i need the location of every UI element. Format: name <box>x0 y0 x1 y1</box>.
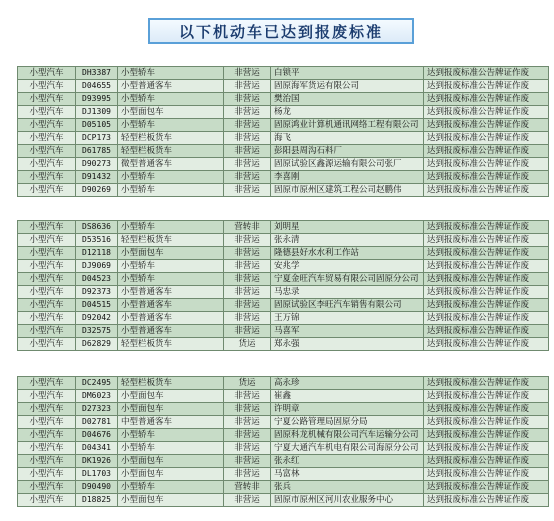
vehicle-class-cell: 小型汽车 <box>18 468 76 481</box>
usage-cell: 非营运 <box>224 158 271 171</box>
vehicle-type-cell: 小型轿车 <box>118 221 224 234</box>
vehicle-class-cell: 小型汽车 <box>18 403 76 416</box>
owner-cell: 固原试验区李旺汽车销售有限公司 <box>271 299 424 312</box>
status-cell: 达到报废标准公告牌证作废 <box>424 93 549 106</box>
vehicle-type-cell: 轻型栏板货车 <box>118 132 224 145</box>
vehicle-type-cell: 小型面包车 <box>118 455 224 468</box>
status-cell: 达到报废标准公告牌证作废 <box>424 325 549 338</box>
owner-cell: 崔鑫 <box>271 390 424 403</box>
plate-number-cell: DCP173 <box>76 132 118 145</box>
status-cell: 达到报废标准公告牌证作废 <box>424 299 549 312</box>
owner-cell: 彭阳县周沟石料厂 <box>271 145 424 158</box>
usage-cell: 非营运 <box>224 299 271 312</box>
owner-cell: 张永清 <box>271 234 424 247</box>
usage-cell: 非营运 <box>224 429 271 442</box>
vehicle-class-cell: 小型汽车 <box>18 80 76 93</box>
plate-number-cell: D92042 <box>76 312 118 325</box>
vehicle-class-cell: 小型汽车 <box>18 119 76 132</box>
status-cell: 达到报废标准公告牌证作废 <box>424 80 549 93</box>
table-row <box>18 221 549 234</box>
status-cell: 达到报废标准公告牌证作废 <box>424 184 549 197</box>
vehicle-type-cell: 小型轿车 <box>118 184 224 197</box>
plate-number-cell: D12118 <box>76 247 118 260</box>
owner-cell: 杨龙 <box>271 106 424 119</box>
table-row <box>18 377 549 390</box>
plate-number-cell: D04341 <box>76 442 118 455</box>
vehicle-type-cell: 小型轿车 <box>118 442 224 455</box>
owner-cell: 固原试验区鑫源运输有限公司张厂 <box>271 158 424 171</box>
vehicle-class-cell: 小型汽车 <box>18 390 76 403</box>
vehicle-class-cell: 小型汽车 <box>18 481 76 494</box>
vehicle-class-cell: 小型汽车 <box>18 273 76 286</box>
plate-number-cell: D18825 <box>76 494 118 507</box>
status-cell: 达到报废标准公告牌证作废 <box>424 286 549 299</box>
table-row <box>18 184 549 197</box>
vehicle-class-cell: 小型汽车 <box>18 299 76 312</box>
vehicle-class-cell: 小型汽车 <box>18 338 76 351</box>
plate-number-cell: DC2495 <box>76 377 118 390</box>
table-row <box>18 455 549 468</box>
vehicle-type-cell: 小型普通客车 <box>118 286 224 299</box>
table-row <box>18 338 549 351</box>
vehicle-type-cell: 小型面包车 <box>118 403 224 416</box>
vehicle-type-cell: 轻型栏板货车 <box>118 234 224 247</box>
plate-number-cell: D32575 <box>76 325 118 338</box>
table-row <box>18 429 549 442</box>
owner-cell: 固原科龙机械有限公司汽车运输分公司 <box>271 429 424 442</box>
usage-cell: 非营运 <box>224 312 271 325</box>
table-row <box>18 494 549 507</box>
usage-cell: 非营运 <box>224 494 271 507</box>
plate-number-cell: D61785 <box>76 145 118 158</box>
table-row <box>18 286 549 299</box>
owner-cell: 宁夏公路管理局固原分局 <box>271 416 424 429</box>
vehicle-type-cell: 小型轿车 <box>118 481 224 494</box>
vehicle-type-cell: 小型普通客车 <box>118 80 224 93</box>
owner-cell: 王万锦 <box>271 312 424 325</box>
plate-number-cell: DJ1309 <box>76 106 118 119</box>
vehicle-type-cell: 轻型栏板货车 <box>118 338 224 351</box>
plate-number-cell: D90273 <box>76 158 118 171</box>
owner-cell: 李喜刚 <box>271 171 424 184</box>
vehicle-type-cell: 小型面包车 <box>118 106 224 119</box>
vehicle-class-cell: 小型汽车 <box>18 184 76 197</box>
vehicle-table-1 <box>17 66 549 197</box>
vehicle-type-cell: 小型轿车 <box>118 273 224 286</box>
usage-cell: 非营运 <box>224 403 271 416</box>
vehicle-type-cell: 小型轿车 <box>118 171 224 184</box>
owner-cell: 樊治国 <box>271 93 424 106</box>
owner-cell: 高永珍 <box>271 377 424 390</box>
vehicle-class-cell: 小型汽车 <box>18 442 76 455</box>
usage-cell: 非营运 <box>224 442 271 455</box>
plate-number-cell: D04515 <box>76 299 118 312</box>
usage-cell: 非营运 <box>224 184 271 197</box>
usage-cell: 货运 <box>224 338 271 351</box>
vehicle-class-cell: 小型汽车 <box>18 312 76 325</box>
table-row <box>18 325 549 338</box>
table-row <box>18 93 549 106</box>
usage-cell: 非营运 <box>224 67 271 80</box>
table-row <box>18 145 549 158</box>
table-row <box>18 171 549 184</box>
usage-cell: 营转非 <box>224 221 271 234</box>
plate-number-cell: DJ9069 <box>76 260 118 273</box>
owner-cell: 张永红 <box>271 455 424 468</box>
status-cell: 达到报废标准公告牌证作废 <box>424 481 549 494</box>
owner-cell: 白锁平 <box>271 67 424 80</box>
table-row <box>18 403 549 416</box>
usage-cell: 营转非 <box>224 481 271 494</box>
table-row <box>18 106 549 119</box>
vehicle-class-cell: 小型汽车 <box>18 93 76 106</box>
table-row <box>18 247 549 260</box>
vehicle-type-cell: 轻型栏板货车 <box>118 377 224 390</box>
table-row <box>18 132 549 145</box>
table-row <box>18 468 549 481</box>
owner-cell: 隆德县好水水利工作站 <box>271 247 424 260</box>
owner-cell: 刘明星 <box>271 221 424 234</box>
vehicle-class-cell: 小型汽车 <box>18 260 76 273</box>
plate-number-cell: D90269 <box>76 184 118 197</box>
vehicle-type-cell: 小型面包车 <box>118 247 224 260</box>
owner-cell: 宁夏大通汽车机电有限公司海原分公司 <box>271 442 424 455</box>
status-cell: 达到报废标准公告牌证作废 <box>424 403 549 416</box>
status-cell: 达到报废标准公告牌证作废 <box>424 273 549 286</box>
table-row <box>18 260 549 273</box>
status-cell: 达到报废标准公告牌证作废 <box>424 145 549 158</box>
status-cell: 达到报废标准公告牌证作废 <box>424 119 549 132</box>
usage-cell: 非营运 <box>224 468 271 481</box>
status-cell: 达到报废标准公告牌证作废 <box>424 106 549 119</box>
owner-cell: 马富林 <box>271 468 424 481</box>
vehicle-class-cell: 小型汽车 <box>18 221 76 234</box>
owner-cell: 安兆学 <box>271 260 424 273</box>
owner-cell: 马忠录 <box>271 286 424 299</box>
vehicle-class-cell: 小型汽车 <box>18 455 76 468</box>
table-row <box>18 299 549 312</box>
page-title: 以下机动车已达到报废标准 <box>148 18 414 44</box>
vehicle-class-cell: 小型汽车 <box>18 171 76 184</box>
vehicle-class-cell: 小型汽车 <box>18 247 76 260</box>
vehicle-type-cell: 小型普通客车 <box>118 325 224 338</box>
status-cell: 达到报废标准公告牌证作废 <box>424 234 549 247</box>
plate-number-cell: D04523 <box>76 273 118 286</box>
usage-cell: 非营运 <box>224 119 271 132</box>
owner-cell: 固原海军货运有限公司 <box>271 80 424 93</box>
plate-number-cell: DS8636 <box>76 221 118 234</box>
plate-number-cell: DK1926 <box>76 455 118 468</box>
vehicle-type-cell: 小型轿车 <box>118 119 224 132</box>
table-row <box>18 442 549 455</box>
status-cell: 达到报废标准公告牌证作废 <box>424 377 549 390</box>
vehicle-type-cell: 中型普通客车 <box>118 416 224 429</box>
usage-cell: 货运 <box>224 377 271 390</box>
plate-number-cell: D05105 <box>76 119 118 132</box>
usage-cell: 非营运 <box>224 260 271 273</box>
table-row <box>18 273 549 286</box>
vehicle-type-cell: 小型普通客车 <box>118 299 224 312</box>
status-cell: 达到报废标准公告牌证作废 <box>424 312 549 325</box>
vehicle-class-cell: 小型汽车 <box>18 429 76 442</box>
plate-number-cell: DM6023 <box>76 390 118 403</box>
plate-number-cell: D27323 <box>76 403 118 416</box>
vehicle-class-cell: 小型汽车 <box>18 494 76 507</box>
status-cell: 达到报废标准公告牌证作废 <box>424 67 549 80</box>
plate-number-cell: D02781 <box>76 416 118 429</box>
table-row <box>18 234 549 247</box>
plate-number-cell: D62829 <box>76 338 118 351</box>
usage-cell: 非营运 <box>224 325 271 338</box>
plate-number-cell: D91432 <box>76 171 118 184</box>
status-cell: 达到报废标准公告牌证作废 <box>424 468 549 481</box>
vehicle-type-cell: 小型普通客车 <box>118 312 224 325</box>
vehicle-class-cell: 小型汽车 <box>18 416 76 429</box>
plate-number-cell: D53516 <box>76 234 118 247</box>
usage-cell: 非营运 <box>224 106 271 119</box>
status-cell: 达到报废标准公告牌证作废 <box>424 494 549 507</box>
vehicle-type-cell: 小型面包车 <box>118 494 224 507</box>
table-row <box>18 481 549 494</box>
vehicle-class-cell: 小型汽车 <box>18 67 76 80</box>
usage-cell: 非营运 <box>224 171 271 184</box>
usage-cell: 非营运 <box>224 390 271 403</box>
usage-cell: 非营运 <box>224 132 271 145</box>
table-row <box>18 158 549 171</box>
table-row <box>18 80 549 93</box>
usage-cell: 非营运 <box>224 286 271 299</box>
status-cell: 达到报废标准公告牌证作废 <box>424 171 549 184</box>
vehicle-class-cell: 小型汽车 <box>18 145 76 158</box>
vehicle-class-cell: 小型汽车 <box>18 377 76 390</box>
status-cell: 达到报废标准公告牌证作废 <box>424 442 549 455</box>
vehicle-type-cell: 小型轿车 <box>118 93 224 106</box>
vehicle-table-3 <box>17 376 549 507</box>
table-row <box>18 416 549 429</box>
table-row <box>18 312 549 325</box>
plate-number-cell: D04655 <box>76 80 118 93</box>
plate-number-cell: DL1703 <box>76 468 118 481</box>
vehicle-type-cell: 小型面包车 <box>118 468 224 481</box>
status-cell: 达到报废标准公告牌证作废 <box>424 158 549 171</box>
owner-cell: 固原鸿业计算机通讯网络工程有限公司 <box>271 119 424 132</box>
status-cell: 达到报废标准公告牌证作废 <box>424 247 549 260</box>
status-cell: 达到报废标准公告牌证作废 <box>424 429 549 442</box>
vehicle-class-cell: 小型汽车 <box>18 325 76 338</box>
owner-cell: 许明章 <box>271 403 424 416</box>
vehicle-class-cell: 小型汽车 <box>18 132 76 145</box>
usage-cell: 非营运 <box>224 247 271 260</box>
vehicle-type-cell: 微型普通客车 <box>118 158 224 171</box>
table-row <box>18 119 549 132</box>
vehicle-type-cell: 小型轿车 <box>118 260 224 273</box>
plate-number-cell: D04676 <box>76 429 118 442</box>
usage-cell: 非营运 <box>224 416 271 429</box>
status-cell: 达到报废标准公告牌证作废 <box>424 416 549 429</box>
vehicle-class-cell: 小型汽车 <box>18 286 76 299</box>
usage-cell: 非营运 <box>224 80 271 93</box>
usage-cell: 非营运 <box>224 455 271 468</box>
owner-cell: 郑永强 <box>271 338 424 351</box>
plate-number-cell: D93995 <box>76 93 118 106</box>
vehicle-type-cell: 轻型栏板货车 <box>118 145 224 158</box>
vehicle-class-cell: 小型汽车 <box>18 106 76 119</box>
owner-cell: 固原市原州区河川农业服务中心 <box>271 494 424 507</box>
vehicle-table-2 <box>17 220 549 351</box>
usage-cell: 非营运 <box>224 145 271 158</box>
usage-cell: 非营运 <box>224 273 271 286</box>
vehicle-class-cell: 小型汽车 <box>18 234 76 247</box>
table-row <box>18 67 549 80</box>
plate-number-cell: D92373 <box>76 286 118 299</box>
owner-cell: 海飞 <box>271 132 424 145</box>
vehicle-class-cell: 小型汽车 <box>18 158 76 171</box>
plate-number-cell: D90490 <box>76 481 118 494</box>
usage-cell: 非营运 <box>224 93 271 106</box>
status-cell: 达到报废标准公告牌证作废 <box>424 260 549 273</box>
owner-cell: 宁夏金旺汽车贸易有限公司固原分公司 <box>271 273 424 286</box>
status-cell: 达到报废标准公告牌证作废 <box>424 390 549 403</box>
vehicle-type-cell: 小型轿车 <box>118 67 224 80</box>
status-cell: 达到报废标准公告牌证作废 <box>424 455 549 468</box>
usage-cell: 非营运 <box>224 234 271 247</box>
owner-cell: 张兵 <box>271 481 424 494</box>
owner-cell: 马喜军 <box>271 325 424 338</box>
status-cell: 达到报废标准公告牌证作废 <box>424 132 549 145</box>
table-row <box>18 390 549 403</box>
owner-cell: 固原市原州区建筑工程公司赵鹏伟 <box>271 184 424 197</box>
vehicle-type-cell: 小型轿车 <box>118 429 224 442</box>
vehicle-type-cell: 小型面包车 <box>118 390 224 403</box>
plate-number-cell: DH3387 <box>76 67 118 80</box>
status-cell: 达到报废标准公告牌证作废 <box>424 221 549 234</box>
status-cell: 达到报废标准公告牌证作废 <box>424 338 549 351</box>
